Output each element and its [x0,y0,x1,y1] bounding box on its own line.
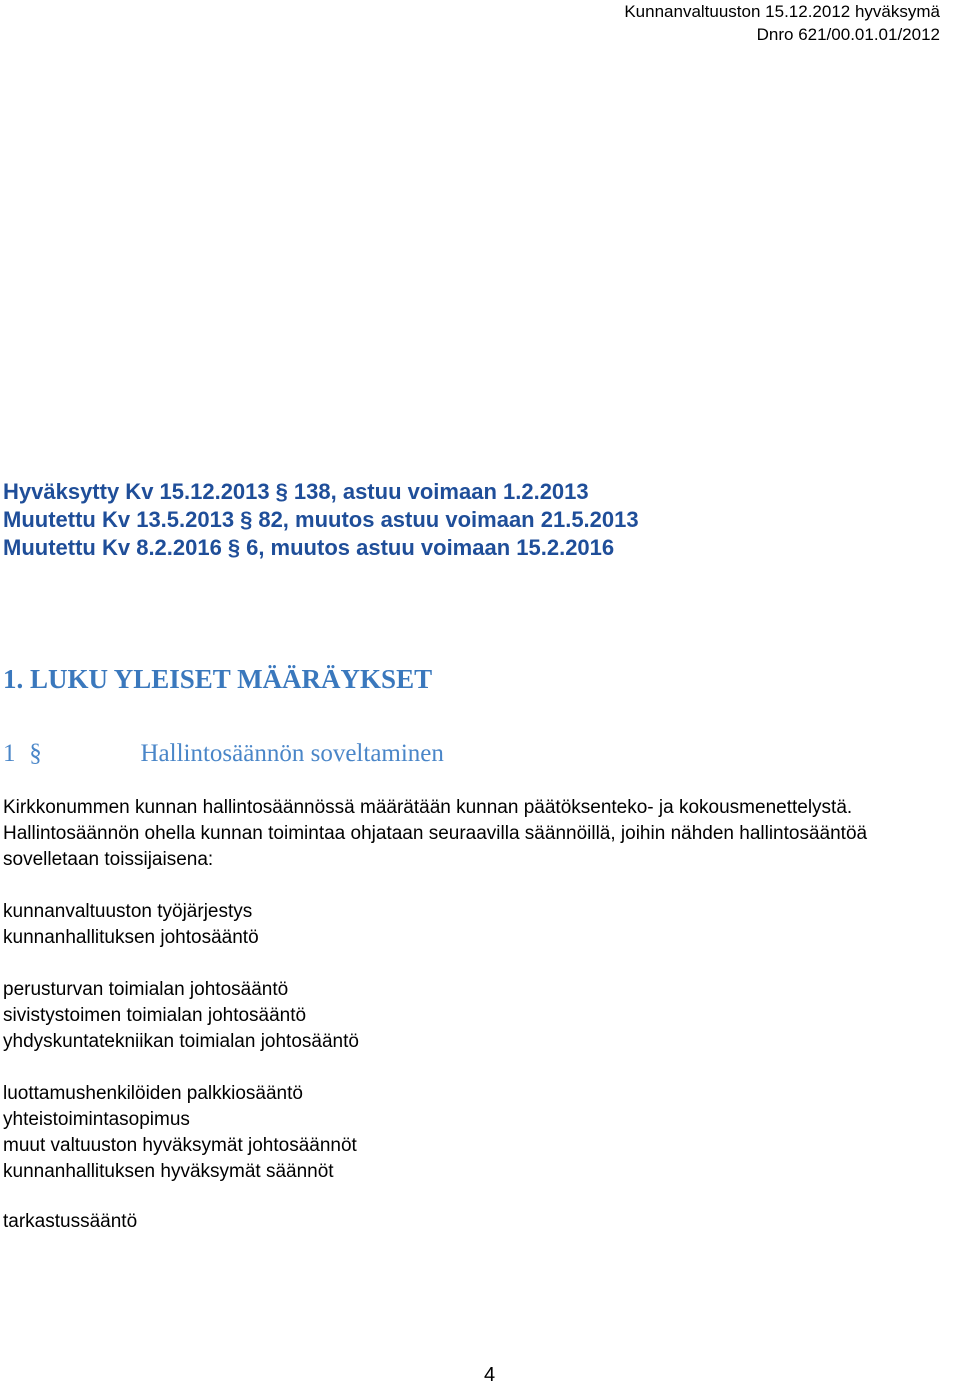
list-item: kunnanhallituksen hyväksymät säännöt [3,1161,334,1182]
paragraph-text: Kirkkonummen kunnan hallintosäännössä määrätään kunnan päätöksenteko- ja kokousmenettelystä. Hallintosäännön ohella kunnan toimintaa ohjataan seuraavilla säännöillä, joihin nähden hallintosääntöä sovelletaan toissijaisena: [3,797,868,870]
document-header [624,0,940,46]
chapter-heading: 1. LUKU YLEISET MÄÄRÄYKSET [3,664,433,694]
list-item: sivistystoimen toimialan johtosääntö [3,1005,307,1026]
section-number: 1 [3,740,16,767]
page-number: 4 [484,1364,496,1386]
list-item: kunnanhallituksen johtosääntö [3,927,259,948]
rules-list-group-4 [3,1209,137,1235]
list-item: yhteistoimintasopimus [3,1109,190,1130]
body-paragraph [3,795,953,873]
list-item: tarkastussääntö [3,1211,138,1232]
section-title: Hallintosäännön soveltaminen [140,740,444,767]
section-heading [3,740,444,768]
list-item: muut valtuuston hyväksymät johtosäännöt [3,1135,357,1156]
amendment-history [3,478,639,562]
section-sign: § [275,479,288,504]
header-record-number: Dnro 621/00.01.01/2012 [756,25,940,44]
header-approval-line: Kunnanvaltuuston 15.12.2012 hyväksymä [624,2,940,21]
rules-list-group-3 [3,1081,357,1185]
rules-list-group-1 [3,899,259,951]
section-sign: § [29,740,42,767]
section-sign: § [227,535,241,560]
list-item: luottamushenkilöiden palkkiosääntö [3,1083,303,1104]
section-sign: § [240,507,253,532]
amendment-line: Hyväksytty Kv 15.12.2013 § 138, astuu voimaan 1.2.2013 [3,479,589,504]
rules-list-group-2 [3,977,359,1055]
list-item: kunnanvaltuuston työjärjestys [3,901,253,922]
list-item: yhdyskuntatekniikan toimialan johtosääntö [3,1031,359,1052]
amendment-line: Muutettu Kv 8.2.2016 § 6, muutos astuu voimaan 15.2.2016 [3,535,615,560]
list-item: perusturvan toimialan johtosääntö [3,979,289,1000]
amendment-line: Muutettu Kv 13.5.2013 § 82, muutos astuu voimaan 21.5.2013 [3,507,639,532]
